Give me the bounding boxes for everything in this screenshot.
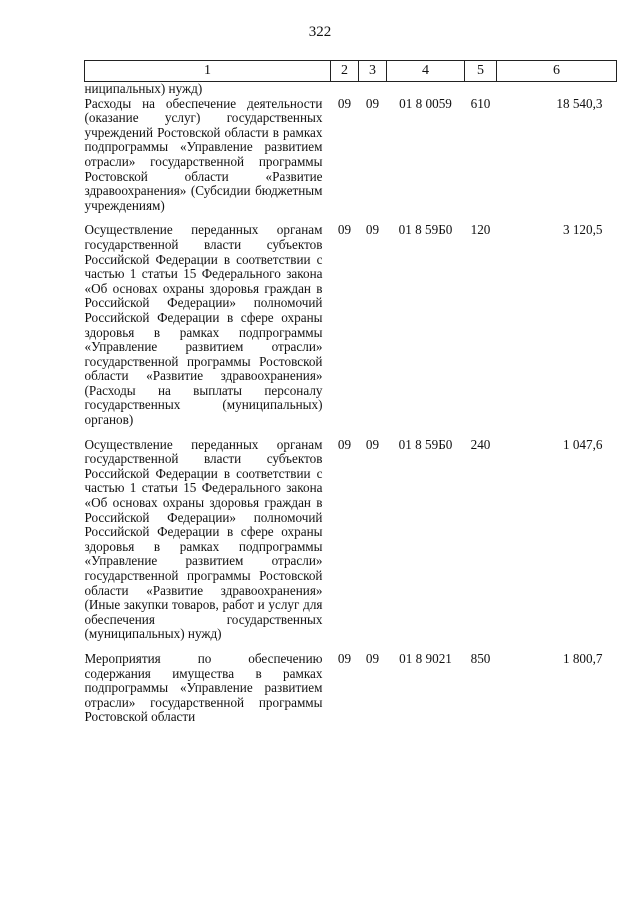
- row-pr: 09: [365, 650, 380, 666]
- table-row: [85, 97, 617, 214]
- row-vr: 850: [470, 650, 491, 666]
- budget-table: [84, 60, 617, 725]
- row-csr: 01 8 59Б0: [398, 436, 453, 452]
- header-col-6: 6: [497, 61, 617, 82]
- row-amount: 1 047,6: [562, 436, 603, 452]
- table-row: [85, 213, 617, 427]
- row-rz: 09: [337, 650, 352, 666]
- table-row: [85, 642, 617, 725]
- row-csr: 01 8 9021: [399, 650, 452, 666]
- header-row: [85, 61, 617, 82]
- table-row: [85, 428, 617, 642]
- row-description: Осуществление переданных органам государственной власти субъектов Российской Федерации в соответствии с частью 1 статьи 15 Федерального закона «Об основах охраны здоровья граждан в Российской Федерации» полномочий Российской Федерации в сфере охраны здоровья в рамках подпрограммы «Управление развитием отрасли» государственной программы Ростовской области «Развитие здравоохранения» (Расходы на выплаты персоналу государственных (муниципальных) органов): [84, 222, 323, 428]
- continuation-text: ниципальных) нужд): [84, 81, 203, 96]
- row-amount: 3 120,5: [562, 222, 603, 238]
- page-number: 322: [308, 24, 332, 40]
- row-csr: 01 8 59Б0: [398, 222, 453, 238]
- continuation-row: [85, 82, 617, 97]
- row-amount: 18 540,3: [556, 95, 603, 111]
- row-vr: 610: [470, 95, 491, 111]
- row-pr: 09: [365, 95, 380, 111]
- header-col-3: 3: [359, 61, 387, 82]
- header-col-2: 2: [331, 61, 359, 82]
- row-rz: 09: [337, 95, 352, 111]
- row-csr: 01 8 0059: [399, 95, 452, 111]
- row-description: Мероприятия по обеспечению содержания имущества в рамках подпрограммы «Управление развитием отрасли» государственной программы Ростовской области: [84, 650, 323, 725]
- row-rz: 09: [337, 436, 352, 452]
- header-col-1: 1: [85, 61, 331, 82]
- table-header: [85, 61, 617, 82]
- header-col-4: 4: [387, 61, 465, 82]
- row-description: Расходы на обеспечение деятельности (оказание услуг) государственных учреждений Ростовской области в рамках подпрограммы «Управление развитием отрасли» государственной программы Ростовской области «Развитие здравоохранения» (Субсидии бюджетным учреждениям): [84, 95, 323, 213]
- row-pr: 09: [365, 436, 380, 452]
- row-amount: 1 800,7: [562, 650, 603, 666]
- header-col-5: 5: [465, 61, 497, 82]
- row-pr: 09: [365, 222, 380, 238]
- row-vr: 240: [470, 436, 491, 452]
- table-body: [85, 82, 617, 725]
- row-rz: 09: [337, 222, 352, 238]
- row-vr: 120: [470, 222, 491, 238]
- row-description: Осуществление переданных органам государственной власти субъектов Российской Федерации в соответствии с частью 1 статьи 15 Федерального закона «Об основах охраны здоровья граждан в Российской Федерации» полномочий Российской Федерации в сфере охраны здоровья в рамках подпрограммы «Управление развитием отрасли» государственной программы Ростовской области «Развитие здравоохранения» (Иные закупки товаров, работ и услуг для обеспечения государственных (муниципальных) нужд): [84, 436, 323, 642]
